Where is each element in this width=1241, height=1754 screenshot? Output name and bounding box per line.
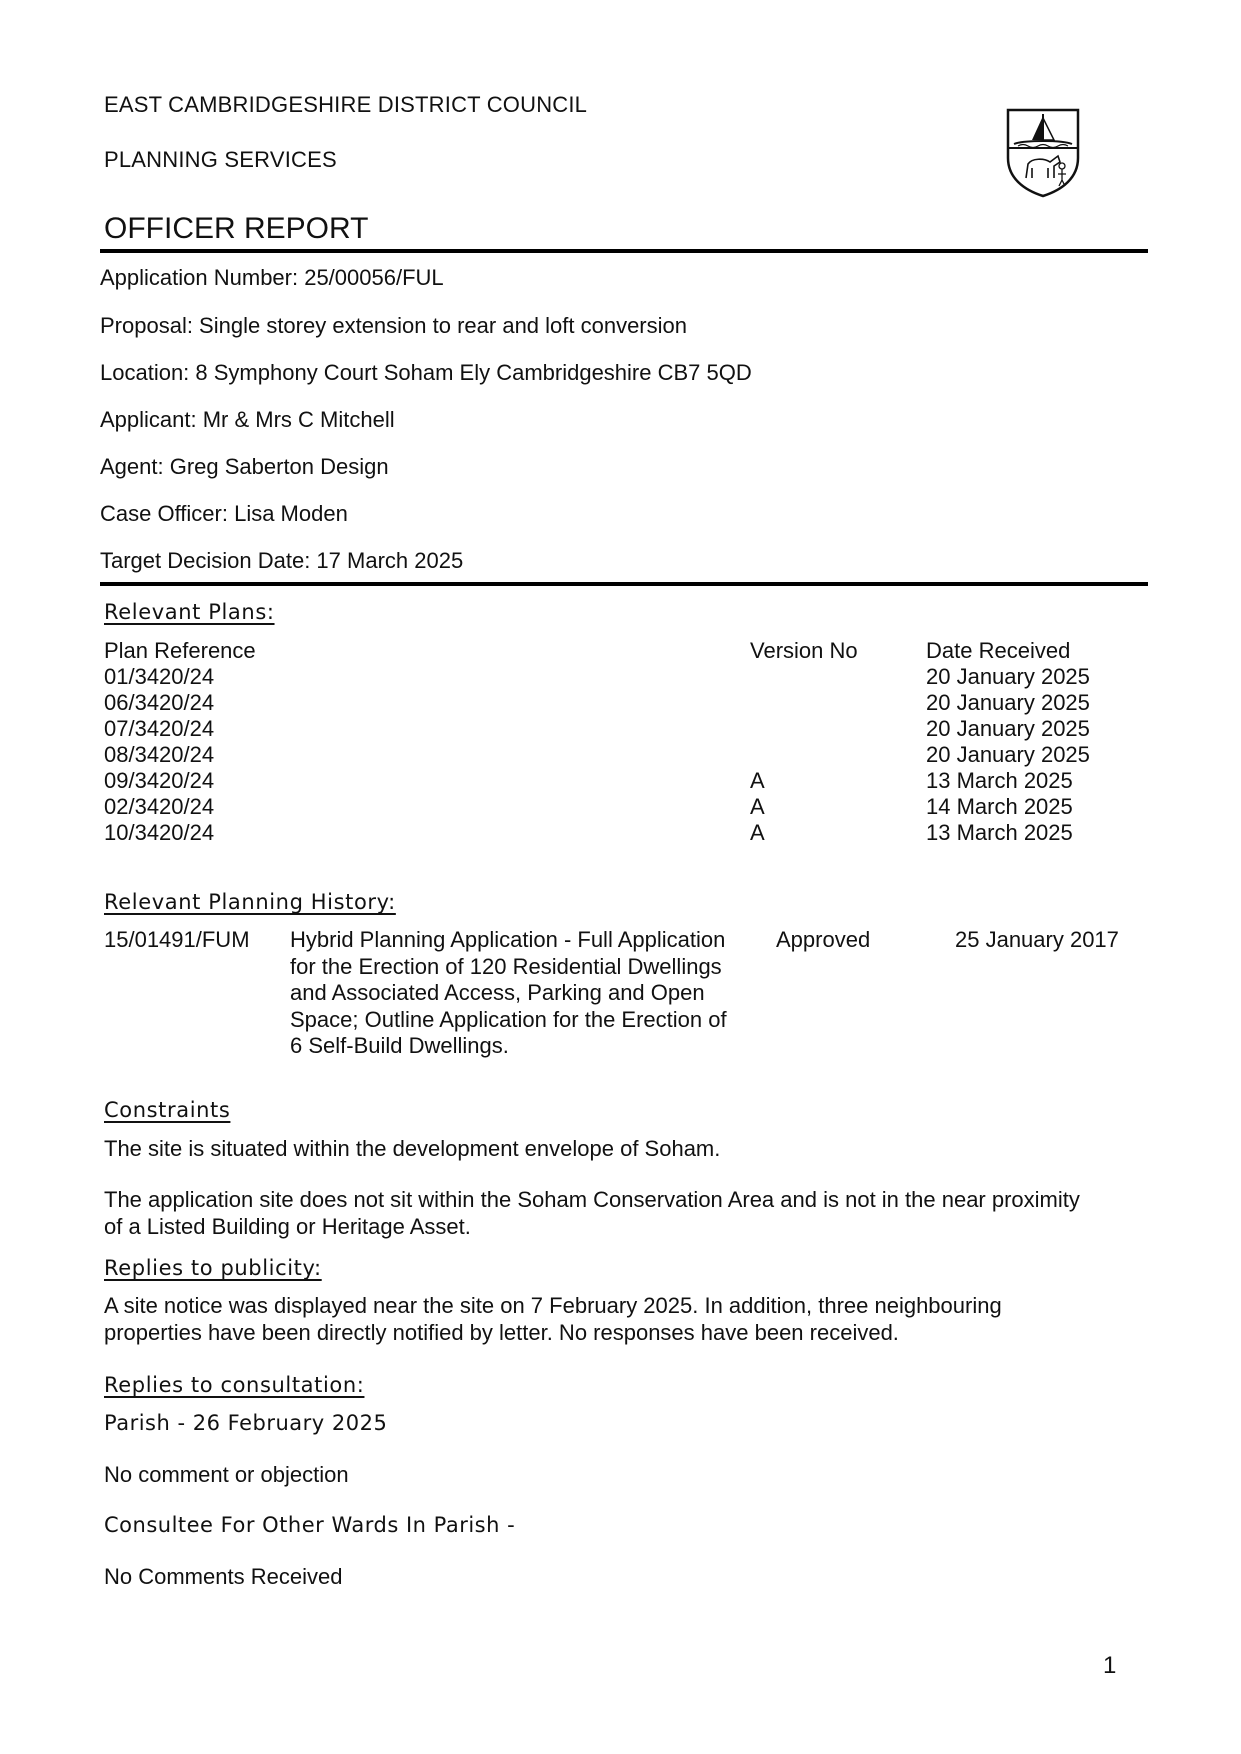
council-name: EAST CAMBRIDGESHIRE DISTRICT COUNCIL [104, 92, 588, 117]
parish-consultee: Parish - 26 February 2025 [104, 1411, 388, 1435]
divider-bottom [100, 582, 1148, 586]
case-officer: Case Officer: Lisa Moden [100, 501, 348, 526]
divider-top [100, 249, 1148, 253]
agent: Agent: Greg Saberton Design [100, 454, 389, 479]
history-ref: 15/01491/FUM [104, 927, 250, 952]
planning-history-heading: Relevant Planning History: [104, 890, 396, 914]
history-description-line: for the Erection of 120 Residential Dwellings [290, 953, 722, 979]
plan-version: A [750, 768, 765, 793]
plan-date: 20 January 2025 [926, 742, 1090, 767]
location: Location: 8 Symphony Court Soham Ely Cambridgeshire CB7 5QD [100, 360, 752, 385]
publicity-paragraph [104, 1292, 1002, 1346]
plan-version [750, 716, 858, 742]
parish-reply: No comment or objection [104, 1462, 349, 1487]
plan-ref: 02/3420/24 [104, 794, 215, 819]
plan-date: 20 January 2025 [926, 716, 1090, 741]
council-crest-icon [1004, 106, 1082, 198]
plan-version: A [750, 794, 765, 819]
plan-version [750, 690, 858, 716]
version-no-header: Version No [750, 638, 858, 663]
plan-version: A [750, 820, 765, 845]
constraints-heading: Constraints [104, 1098, 231, 1122]
plan-date: 20 January 2025 [926, 664, 1090, 689]
plan-ref: 07/3420/24 [104, 716, 215, 741]
plan-version [750, 664, 858, 690]
plan-ref: 09/3420/24 [104, 768, 215, 793]
constraints-paragraph-2 [104, 1186, 1080, 1240]
constraints-line: The application site does not sit within the Soham Conservation Area and is not in the near proximity [104, 1187, 1080, 1212]
plan-date: 13 March 2025 [926, 820, 1073, 845]
history-description-line: and Associated Access, Parking and Open [290, 980, 705, 1005]
constraints-paragraph-1: The site is situated within the development envelope of Soham. [104, 1136, 721, 1161]
history-status: Approved [776, 927, 871, 952]
plan-ref: 06/3420/24 [104, 690, 215, 715]
plan-date: 13 March 2025 [926, 768, 1073, 793]
publicity-line: A site notice was displayed near the site on 7 February 2025. In addition, three neighbouring [104, 1293, 1002, 1318]
date-received-header: Date Received [926, 638, 1071, 663]
history-description [290, 927, 770, 1060]
history-description-line: 6 Self-Build Dwellings. [290, 1033, 509, 1058]
plan-ref: 01/3420/24 [104, 664, 215, 689]
relevant-plans-heading: Relevant Plans: [104, 600, 275, 624]
consultation-heading: Replies to consultation: [104, 1373, 365, 1397]
history-description-line: Space; Outline Application for the Erection of [290, 1006, 727, 1032]
plan-ref: 10/3420/24 [104, 820, 215, 845]
history-date: 25 January 2017 [955, 927, 1119, 952]
plan-reference-header: Plan Reference [104, 638, 256, 663]
plan-date: 20 January 2025 [926, 690, 1090, 715]
publicity-line: properties have been directly notified by letter. No responses have been received. [104, 1320, 899, 1345]
plan-version [750, 742, 858, 768]
plans-col-ref [104, 638, 256, 846]
other-wards-reply: No Comments Received [104, 1564, 343, 1589]
publicity-heading: Replies to publicity: [104, 1256, 322, 1280]
plans-col-version [750, 638, 858, 846]
application-number: Application Number: 25/00056/FUL [100, 265, 444, 290]
plans-col-date [926, 638, 1090, 846]
report-title: OFFICER REPORT [104, 212, 369, 245]
other-wards-consultee: Consultee For Other Wards In Parish - [104, 1513, 516, 1537]
plan-date: 14 March 2025 [926, 794, 1073, 819]
page-number: 1 [1103, 1652, 1117, 1679]
department-name: PLANNING SERVICES [104, 147, 337, 172]
constraints-line: of a Listed Building or Heritage Asset. [104, 1214, 471, 1239]
applicant: Applicant: Mr & Mrs C Mitchell [100, 407, 395, 432]
target-decision-date: Target Decision Date: 17 March 2025 [100, 548, 464, 573]
history-description-line: Hybrid Planning Application - Full Application [290, 927, 726, 952]
plan-ref: 08/3420/24 [104, 742, 215, 767]
proposal: Proposal: Single storey extension to rear and loft conversion [100, 313, 687, 338]
